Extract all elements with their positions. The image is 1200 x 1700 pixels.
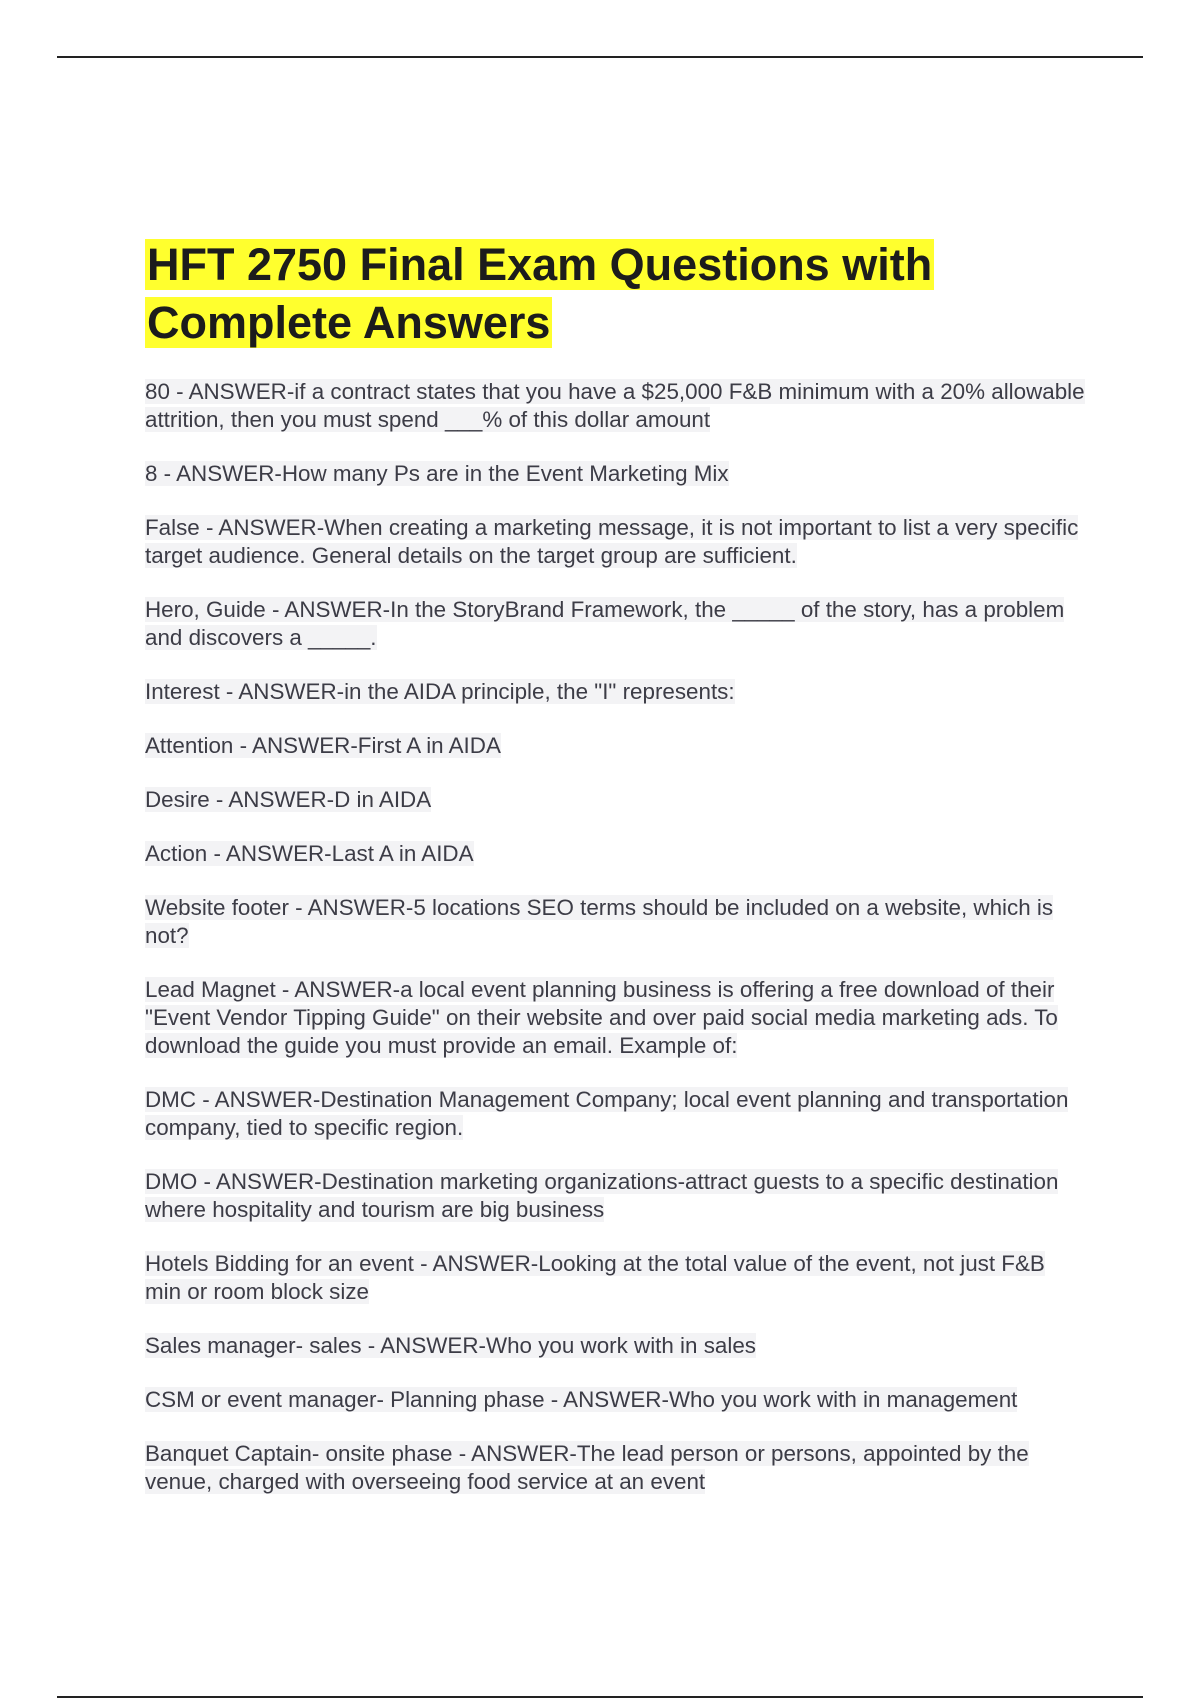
qa-entry: [145, 894, 1085, 950]
qa-entry: [145, 596, 1085, 652]
qa-entry-text: Lead Magnet - ANSWER-a local event planning business is offering a free download of their "Event Vendor Tipping Guide" on their website and over paid social media marketing ads. To download the guide you must provide an email. Example of:: [145, 977, 1058, 1058]
qa-entry-text: Sales manager- sales - ANSWER-Who you work with in sales: [145, 1333, 756, 1358]
document-title-text: HFT 2750 Final Exam Questions with Complete Answers: [147, 239, 933, 348]
qa-entry: [145, 976, 1085, 1060]
qa-entry-text: Action - ANSWER-Last A in AIDA: [145, 841, 474, 866]
qa-entry-text: Interest - ANSWER-in the AIDA principle, the "I" represents:: [145, 679, 735, 704]
qa-entry: [145, 840, 1085, 868]
qa-entry-text: Attention - ANSWER-First A in AIDA: [145, 733, 501, 758]
qa-entry: [145, 1386, 1085, 1414]
bottom-rule: [57, 1696, 1143, 1698]
qa-entry: [145, 1086, 1085, 1142]
qa-entry: [145, 1250, 1085, 1306]
qa-entry-text: CSM or event manager- Planning phase - ANSWER-Who you work with in management: [145, 1387, 1018, 1412]
document-body: [145, 236, 1085, 1522]
document-title: [145, 236, 1085, 352]
qa-entry: [145, 514, 1085, 570]
qa-entry: [145, 460, 1085, 488]
qa-entry-text: Website footer - ANSWER-5 locations SEO terms should be included on a website, which is not?: [145, 895, 1054, 948]
qa-entry-text: DMO - ANSWER-Destination marketing organizations-attract guests to a specific destination where hospitality and tourism are big business: [145, 1169, 1059, 1222]
qa-entry-text: 8 - ANSWER-How many Ps are in the Event Marketing Mix: [145, 461, 729, 486]
qa-entry: [145, 732, 1085, 760]
qa-entry: [145, 1168, 1085, 1224]
qa-entry-text: False - ANSWER-When creating a marketing message, it is not important to list a very specific target audience. General details on the target group are sufficient.: [145, 515, 1079, 568]
qa-entry-text: 80 - ANSWER-if a contract states that you have a $25,000 F&B minimum with a 20% allowable attrition, then you must spend ___% of this dollar amount: [145, 379, 1085, 432]
qa-entry-text: Desire - ANSWER-D in AIDA: [145, 787, 432, 812]
qa-entry: [145, 678, 1085, 706]
qa-entry-text: Hotels Bidding for an event - ANSWER-Looking at the total value of the event, not just F&B min or room block size: [145, 1251, 1045, 1304]
qa-entry: [145, 1332, 1085, 1360]
qa-entry-text: DMC - ANSWER-Destination Management Company; local event planning and transportation company, tied to specific region.: [145, 1087, 1069, 1140]
qa-entry-text: Hero, Guide - ANSWER-In the StoryBrand Framework, the _____ of the story, has a problem and discovers a _____.: [145, 597, 1065, 650]
qa-entry: [145, 1440, 1085, 1496]
qa-entry: [145, 786, 1085, 814]
qa-list: [145, 378, 1085, 1496]
top-rule: [57, 56, 1143, 58]
qa-entry-text: Banquet Captain- onsite phase - ANSWER-The lead person or persons, appointed by the venue, charged with overseeing food service at an event: [145, 1441, 1029, 1494]
qa-entry: [145, 378, 1085, 434]
